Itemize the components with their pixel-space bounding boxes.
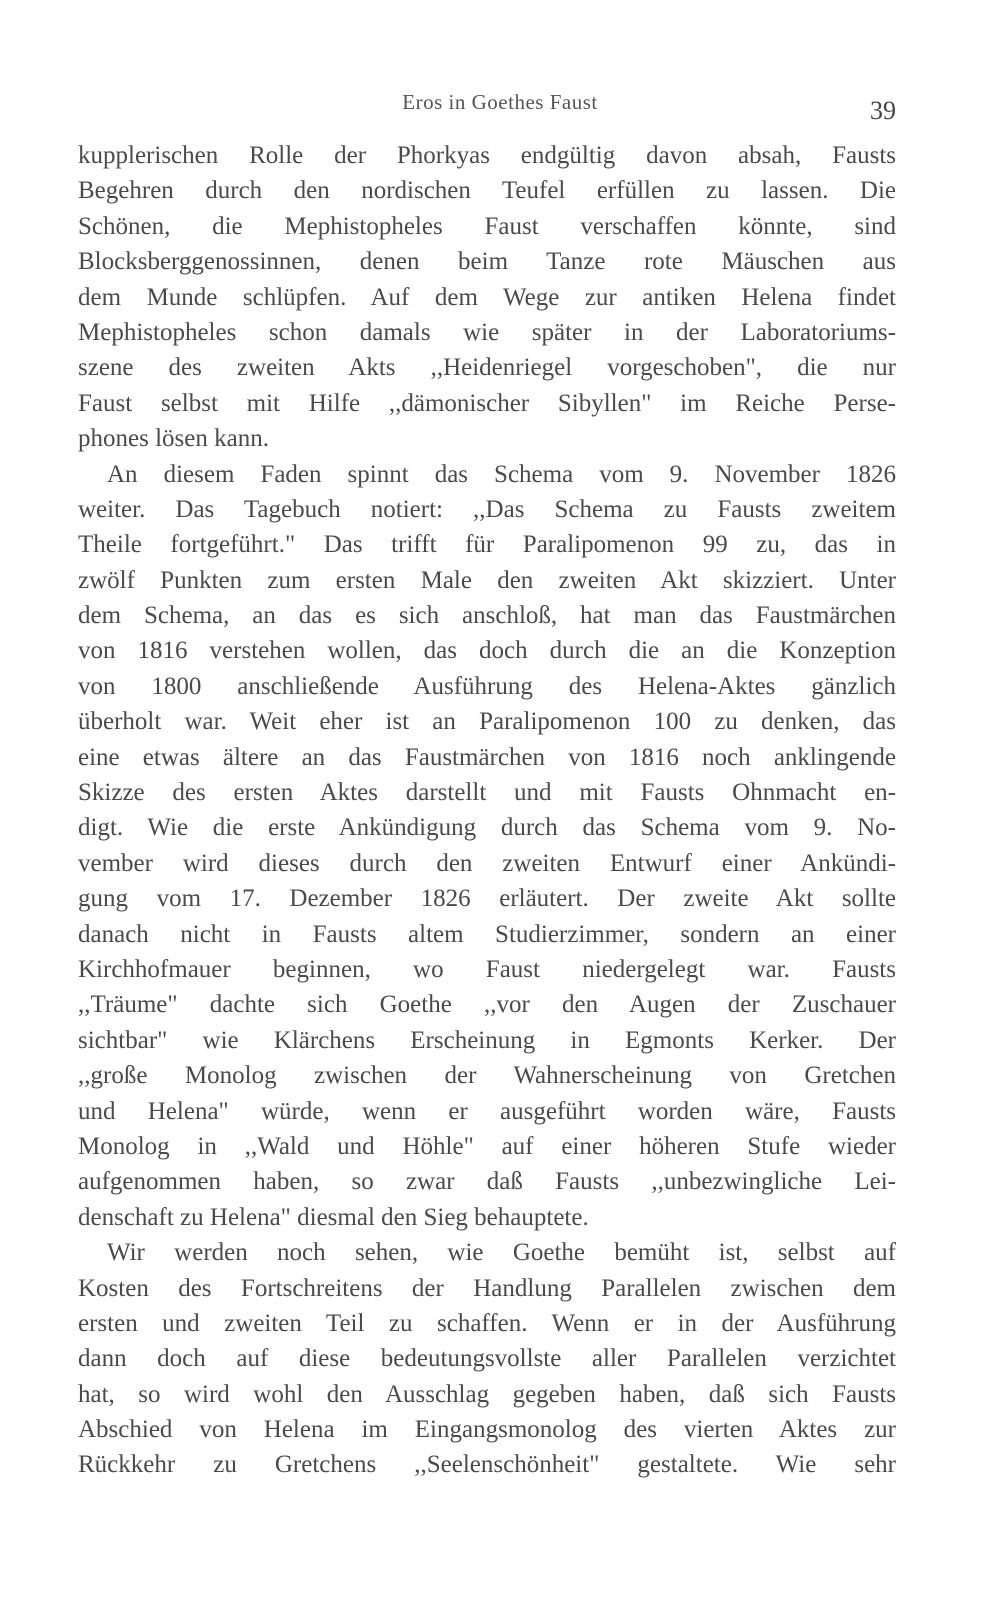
text-line: von 1816 verstehen wollen, das doch durch die an die Konzeption [78, 637, 896, 665]
text-line: sichtbar" wie Klärchens Erscheinung in Egmonts Kerker. Der [78, 1026, 896, 1054]
text-line: Mephistopheles schon damals wie später in der Laboratoriums- [78, 318, 896, 346]
text-line: ersten und zweiten Teil zu schaffen. Wenn er in der Ausführung [78, 1309, 896, 1337]
text-line: Blocksberggenossinnen, denen beim Tanze rote Mäuschen aus [78, 248, 896, 276]
text-line: phones lösen kann. [78, 425, 269, 453]
text-line: gung vom 17. Dezember 1826 erläutert. Der zweite Akt sollte [78, 885, 896, 913]
text-line: weiter. Das Tagebuch notiert: ,,Das Schema zu Fausts zweitem [78, 495, 896, 523]
text-line: Schönen, die Mephistopheles Faust verschaffen könnte, sind [78, 212, 896, 240]
text-line: denschaft zu Helena" diesmal den Sieg behauptete. [78, 1203, 589, 1231]
text-line: kupplerischen Rolle der Phorkyas endgültig davon absah, Fausts [78, 142, 896, 169]
text-line: Kosten des Fortschreitens der Handlung Parallelen zwischen dem [78, 1274, 896, 1302]
text-line: und Helena" würde, wenn er ausgeführt worden wäre, Fausts [78, 1097, 896, 1125]
text-line: hat, so wird wohl den Ausschlag gegeben haben, daß sich Fausts [78, 1380, 896, 1408]
text-line: danach nicht in Fausts altem Studierzimmer, sondern an einer [78, 920, 896, 948]
text-line: Theile fortgeführt." Das trifft für Paralipomenon 99 zu, das in [78, 531, 896, 559]
text-line: überholt war. Weit eher ist an Paralipomenon 100 zu denken, das [78, 708, 896, 736]
text-line: Abschied von Helena im Eingangsmonolog des vierten Aktes zur [78, 1416, 896, 1444]
text-line: von 1800 anschließende Ausführung des Helena-Aktes gänzlich [78, 672, 896, 700]
text-line: Kirchhofmauer beginnen, wo Faust niedergelegt war. Fausts [78, 955, 896, 983]
text-line: Monolog in ,,Wald und Höhle" auf einer höheren Stufe wieder [78, 1132, 896, 1160]
text-line: ,,Träume" dachte sich Goethe ,,vor den Augen der Zuschauer [78, 991, 896, 1019]
body-text [78, 138, 896, 1483]
text-line: vember wird dieses durch den zweiten Entwurf einer Ankündi- [78, 849, 896, 877]
page-number: 39 [870, 96, 896, 125]
text-line: An diesem Faden spinnt das Schema vom 9. November 1826 [107, 460, 896, 488]
text-line: dem Munde schlüpfen. Auf dem Wege zur antiken Helena findet [78, 283, 896, 311]
text-line: szene des zweiten Akts ,,Heidenriegel vorgeschoben", die nur [78, 354, 896, 382]
text-line: dem Schema, an das es sich anschloß, hat man das Faustmärchen [78, 602, 896, 630]
text-line: aufgenommen haben, so zwar daß Fausts ,,unbezwingliche Lei- [78, 1168, 896, 1196]
text-line: Rückkehr zu Gretchens ,,Seelenschönheit" gestaltete. Wie sehr [78, 1451, 896, 1479]
text-line: Skizze des ersten Aktes darstellt und mit Fausts Ohnmacht en- [78, 779, 896, 807]
running-title: Eros in Goethes Faust [402, 90, 598, 114]
text-line: Wir werden noch sehen, wie Goethe bemüht ist, selbst auf [107, 1239, 896, 1267]
text-line: digt. Wie die erste Ankündigung durch das Schema vom 9. No- [78, 814, 896, 842]
text-line: eine etwas ältere an das Faustmärchen von 1816 noch anklingende [78, 743, 896, 771]
text-line: dann doch auf diese bedeutungsvollste aller Parallelen verzichtet [78, 1345, 896, 1373]
text-line: Begehren durch den nordischen Teufel erfüllen zu lassen. Die [78, 177, 896, 205]
text-line: ,,große Monolog zwischen der Wahnerscheinung von Gretchen [78, 1062, 896, 1090]
text-line: zwölf Punkten zum ersten Male den zweiten Akt skizziert. Unter [78, 566, 896, 594]
text-line: Faust selbst mit Hilfe ,,dämonischer Sibyllen" im Reiche Perse- [78, 389, 896, 417]
